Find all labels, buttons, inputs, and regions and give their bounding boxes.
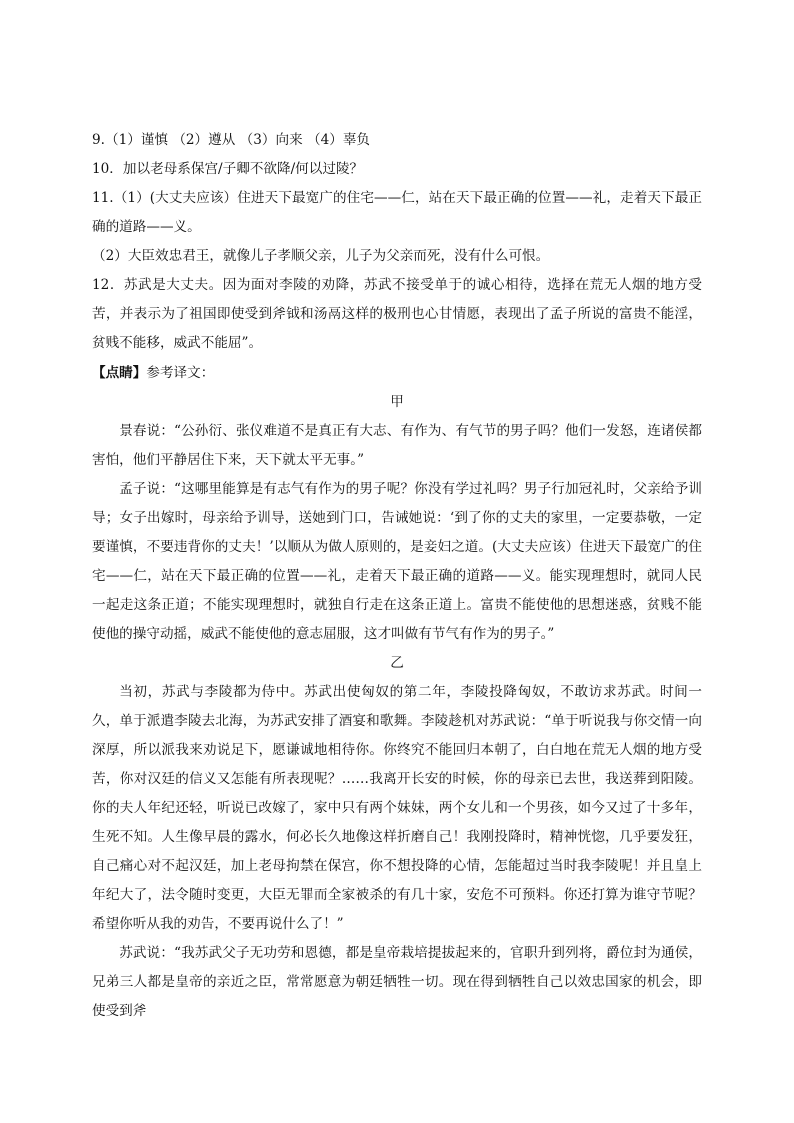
notes-label-suffix: 参考译文：: [146, 365, 215, 381]
section-b-paragraph: 苏武说：“我苏武父子无功劳和恩德，都是皇帝栽培提拔起来的，官职升到列将，爵位封为通侯，兄弟三人都是皇帝的亲近之臣，常常愿意为朝廷牺牲一切。现在得到牺牲自己以效忠国家的机会，即使受到斧: [92, 945, 702, 1019]
answer-11-part-2: （2）大臣效忠君王，就像儿子孝顺父亲，儿子为父亲而死，没有什么可恨。: [92, 248, 550, 264]
answer-12: 12．苏武是大丈夫。因为面对李陵的劝降，苏武不接受单于的诚心相待，选择在荒无人烟的地方受苦，并表示为了祖国即使受到斧钺和汤鬲这样的极刑也心甘情愿，表现出了孟子所说的富贵不能淫，贫贱不能移，威武不能屈”。: [92, 277, 702, 351]
section-a-heading: 甲: [390, 394, 404, 410]
notes-label-line: [92, 359, 702, 388]
notes-label: 【点睛】: [92, 365, 147, 381]
section-b-heading: 乙: [390, 655, 404, 671]
answer-10: 10．加以老母系保宫/子卿不欲降/何以过陵？: [92, 161, 364, 177]
answer-11-part-1: 11.（1）(大丈夫应该）住进天下最宽广的住宅——仁，站在天下最正确的位置——礼，走着天下最正确的道路——义。: [92, 190, 702, 235]
answer-9: 9.（1）谨慎 （2）遵从 （3）向来 （4）辜负: [92, 132, 371, 148]
section-a-paragraph: 景春说：“公孙衍、张仪难道不是真正有大志、有作为、有气节的男子吗？他们一发怒，连诸侯都害怕，他们平静居住下来，天下就太平无事。”: [92, 423, 702, 468]
section-a-paragraph: 孟子说：“这哪里能算是有志气有作为的男子呢？你没有学过礼吗？男子行加冠礼时，父亲给予训导；女子出嫁时，母亲给予训导，送她到门口，告诫她说：‘到了你的丈夫的家里，一定要恭敬，一定要谨慎，不要违背你的丈夫！’以顺从为做人原则的，是妾妇之道。(大丈夫应该）住进天下最宽广的住宅——仁，站在天下最正确的位置——礼，走着天下最正确的道路——义。能实现理想时，就同人民一起走这条正道；不能实现理想时，就独自行走在这条正道上。富贵不能使他的思想迷惑，贫贱不能使他的操守动摇，威武不能使他的意志屈服，这才叫做有节气有作为的男子。”: [92, 481, 702, 642]
section-b-paragraph: 当初，苏武与李陵都为侍中。苏武出使匈奴的第二年，李陵投降匈奴，不敢访求苏武。时间一久，单于派遣李陵去北海，为苏武安排了酒宴和歌舞。李陵趁机对苏武说：“单于听说我与你交情一向深厚，所以派我来劝说足下，愿谦诚地相待你。你终究不能回归本朝了，白白地在荒无人烟的地方受苦，你对汉廷的信义又怎能有所表现呢？……我离开长安的时候，你的母亲已去世，我送葬到阳陵。你的夫人年纪还轻，听说已改嫁了，家中只有两个妹妹，两个女儿和一个男孩，如今又过了十多年，生死不知。人生像早晨的露水，何必长久地像这样折磨自己！我刚投降时，精神恍惚，几乎要发狂，自己痛心对不起汉廷，加上老母拘禁在保宫，你不想投降的心情，怎能超过当时我李陵呢！并且皇上年纪大了，法令随时变更，大臣无罪而全家被杀的有几十家，安危不可预料。你还打算为谁守节呢？希望你听从我的劝告，不要再说什么了！”: [92, 684, 702, 932]
